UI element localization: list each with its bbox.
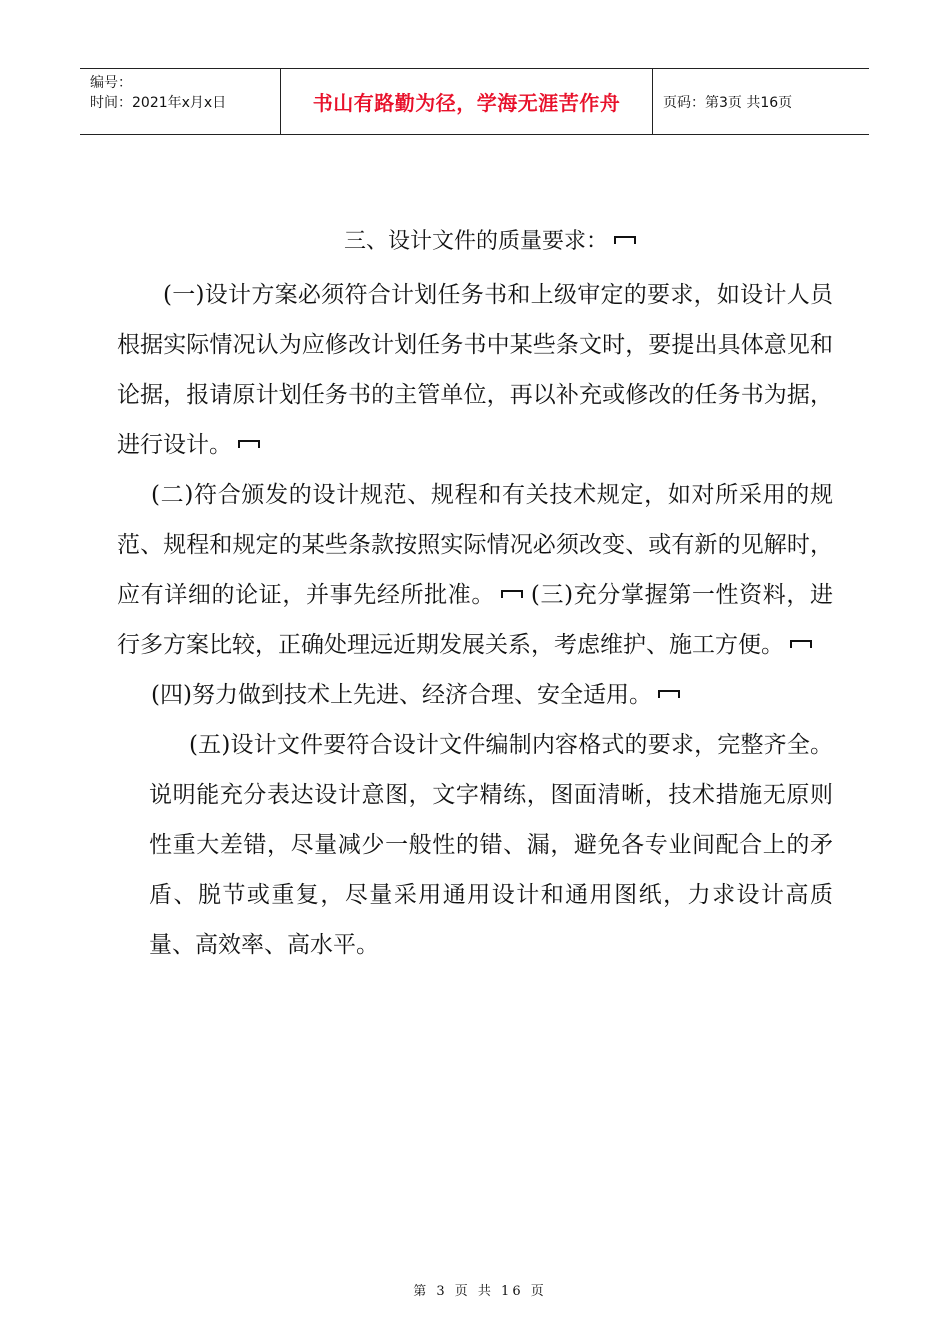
paragraph-3-text: (四)努力做到技术上先进、经济合理、安全适用。 — [151, 682, 652, 708]
section-heading-text: 三、设计文件的质量要求： — [343, 229, 608, 254]
paragraph-3 — [117, 670, 833, 720]
paragraph-4-text: (五)设计文件要符合设计文件编制内容格式的要求，完整齐全。说明能充分表达设计意图，文字精练，图面清晰，技术措施无原则性重大差错，尽量减少一般性的错、漏，避免各专业间配合上的矛盾、脱节或重复，尽量采用通用设计和通用图纸，力求设计高质量、高效率、高水平。 — [149, 732, 833, 958]
page-footer — [0, 1280, 950, 1299]
document-body — [117, 222, 833, 970]
paragraph-2 — [117, 470, 833, 670]
document-number: 编号： — [90, 75, 132, 91]
document-time: 时间：2021年x月x日 — [90, 95, 227, 111]
return-mark-icon — [790, 640, 812, 650]
paragraph-4 — [117, 720, 833, 970]
header-page-cell — [653, 69, 869, 134]
header-meta-cell — [80, 69, 281, 134]
return-mark-icon — [614, 236, 636, 246]
header-page-number: 页码：第3页 共16页 — [663, 94, 793, 111]
return-mark-icon — [658, 690, 680, 700]
footer-page-number: 第 3 页 共 16 页 — [413, 1284, 547, 1299]
section-heading — [117, 222, 833, 262]
paragraph-2b-text: (三)充分掌握第一性资料，进行多方案比较，正确处理远近期发展关系，考虑维护、施工方便。 — [117, 582, 834, 658]
paragraph-1-text: (一)设计方案必须符合计划任务书和上级审定的要求，如设计人员根据实际情况认为应修改计划任务书中某些条文时，要提出具体意见和论据，报请原计划任务书的主管单位，再以补充或修改的任务书为据，进行设计。 — [117, 282, 833, 458]
paragraph-1 — [117, 270, 833, 470]
header-motto-cell — [281, 69, 653, 134]
motto-text: 书山有路勤为径，学海无涯苦作舟 — [312, 91, 621, 115]
page-header — [80, 68, 869, 135]
return-mark-icon — [501, 590, 523, 600]
paragraph-2-text: (二)符合颁发的设计规范、规程和有关技术规定，如对所采用的规范、规程和规定的某些条款按照实际情况必须改变、或有新的见解时，应有详细的论证，并事先经所批准。 — [117, 482, 833, 608]
return-mark-icon — [238, 440, 260, 450]
